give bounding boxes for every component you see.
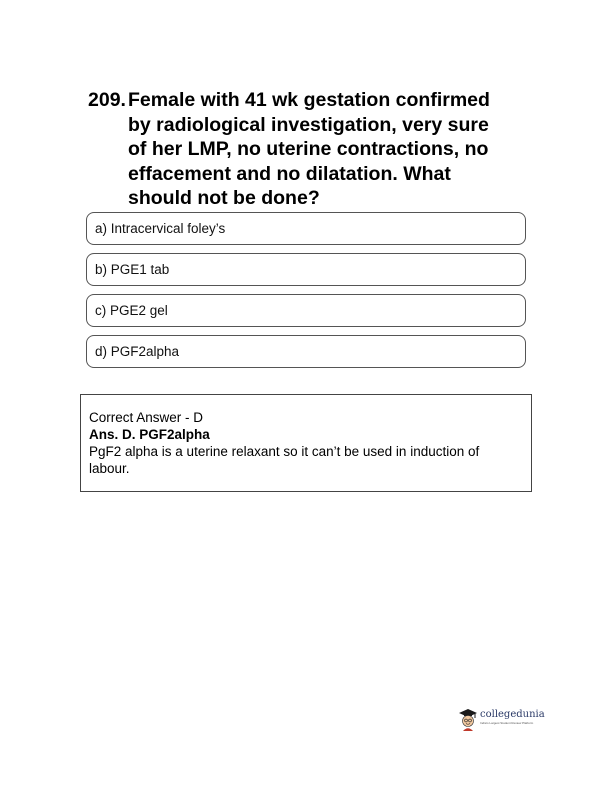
option-d[interactable] <box>86 335 526 368</box>
option-label: b) PGE1 tab <box>95 262 170 277</box>
question-line: of her LMP, no uterine contractions, no <box>128 138 489 160</box>
collegedunia-logo <box>458 708 558 734</box>
option-b[interactable] <box>86 253 526 286</box>
graduate-mascot-icon <box>458 708 478 732</box>
question-line: by radiological investigation, very sure <box>128 113 489 136</box>
logo-tagline: India's Largest Student Review Platform <box>480 721 534 725</box>
answer-box <box>80 394 532 492</box>
question-line: effacement and no dilatation. What <box>128 162 451 185</box>
correct-answer-line: Correct Answer - D <box>89 410 204 425</box>
logo-text <box>480 708 545 725</box>
explanation-line: labour. <box>89 461 130 476</box>
question-text <box>128 88 528 211</box>
explanation-line: PgF2 alpha is a uterine relaxant so it can’t be used in induction of <box>89 444 480 459</box>
option-a[interactable] <box>86 212 526 245</box>
logo-brand: collegedunia <box>480 709 545 720</box>
options-list <box>86 212 526 376</box>
option-label: a) Intracervical foley’s <box>95 221 226 236</box>
option-c[interactable] <box>86 294 526 327</box>
question <box>88 88 528 211</box>
answer-heading: Ans. D. PGF2alpha <box>89 427 210 442</box>
option-label: d) PGF2alpha <box>95 344 180 359</box>
option-label: c) PGE2 gel <box>95 303 168 318</box>
question-line: should not be done? <box>128 187 320 209</box>
question-number: 209. <box>88 89 126 111</box>
question-line: Female with 41 wk gestation confirmed <box>128 89 490 111</box>
